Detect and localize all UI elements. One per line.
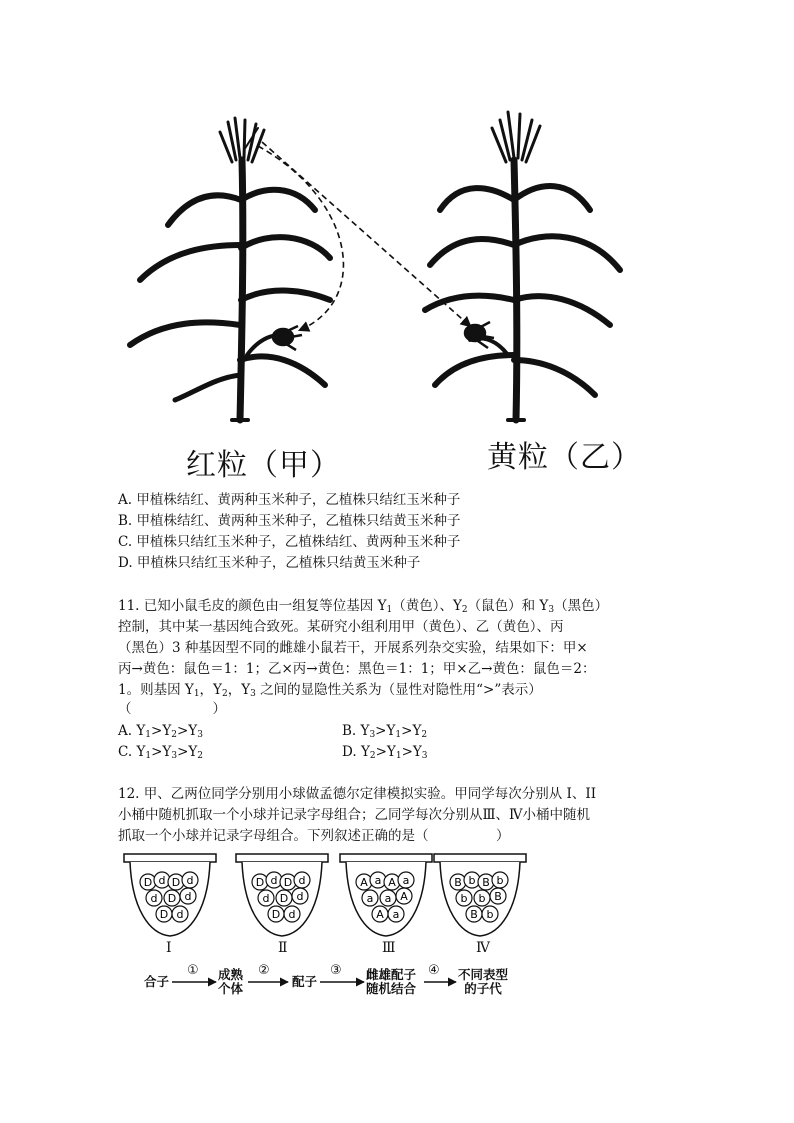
q11-option-c: C. $Y_1>Y_3>Y_2$	[118, 744, 204, 761]
ball-letter: b	[468, 874, 476, 887]
ball-letter: d	[158, 874, 166, 887]
q11-line-1: 11. 已知小鼠毛皮的颜色由一组复等位基因 $Y_1$（黄色）、$Y_2$（鼠色）和 $Y_3$（黑色）	[118, 598, 609, 615]
q11-line-2: 控制，其中某一基因纯合致死。某研究小组利用甲（黄色）、乙（黄色）、丙	[118, 619, 564, 635]
q10-option-c: C. 甲植株只结红玉米种子，乙植株结红、黄两种玉米种子	[118, 534, 461, 550]
q11-line-5: 1。则基因 $Y_1$，$Y_2$，$Y_3$ 之间的显隐性关系为（显性对隐性用“>”表示）	[118, 682, 542, 699]
q12-line-2: 小桶中随机抓取一个小球并记录字母组合；乙同学每次分别从Ⅲ、Ⅳ小桶中随机	[118, 807, 591, 823]
ball-letter: D	[159, 908, 169, 921]
ball-letter: D	[171, 876, 181, 889]
q10-option-b: B. 甲植株结红、黄两种玉米种子，乙植株只结黄玉米种子	[118, 513, 461, 529]
ball-letter: d	[176, 908, 184, 921]
ball-letter: b	[460, 892, 468, 905]
ball-letter: d	[184, 890, 192, 903]
ball-letter: a	[384, 892, 392, 905]
ball-letter: D	[279, 892, 289, 905]
q11-option-d: D. $Y_2>Y_1>Y_3$	[342, 744, 428, 761]
ball-letter: a	[402, 874, 410, 887]
ball-letter: B	[454, 876, 462, 889]
ball-letter: D	[271, 908, 281, 921]
bucket-1	[124, 854, 216, 936]
ball-letter: D	[255, 876, 265, 889]
bucket-2	[236, 854, 328, 936]
corn-plants-figure	[0, 0, 794, 480]
ball-letter: a	[374, 874, 382, 887]
bucket-label-4: Ⅳ	[476, 940, 490, 956]
ball-letter: D	[283, 876, 293, 889]
left-corn-plant	[130, 118, 330, 420]
ball-letter: d	[298, 874, 306, 887]
q11-option-b: B. $Y_3>Y_1>Y_2$	[342, 723, 428, 740]
flow-mature-line2: 个体	[218, 981, 244, 996]
ball-letter: a	[392, 908, 400, 921]
ball-letter: D	[167, 892, 177, 905]
q11-line-3: （黑色）3 种基因型不同的雌雄小鼠若干，开展系列杂交实验，结果如下：甲×	[118, 640, 588, 656]
q11-line-4: 丙→黄色：鼠色＝1：1；乙×丙→黄色：黑色＝1：1；甲×乙→黄色：鼠色＝2：	[118, 661, 596, 677]
ball-letter: B	[482, 876, 490, 889]
ball-letter: d	[186, 874, 194, 887]
ball-letter: b	[486, 908, 494, 921]
ball-letter: a	[366, 892, 374, 905]
ball-letter: A	[360, 876, 368, 889]
flow-mature-individual	[218, 968, 243, 996]
flow-random-fusion	[366, 968, 416, 996]
ball-letter: B	[494, 890, 502, 903]
ball-letter: d	[150, 892, 158, 905]
ball-letter: D	[143, 876, 153, 889]
ball-letter: A	[376, 908, 384, 921]
q11-line-6: （ ）	[118, 701, 226, 717]
pollination-arrow-cross	[262, 142, 470, 326]
flow-step-2: ②	[258, 963, 270, 978]
ball-letter: d	[262, 892, 270, 905]
ball-letter: A	[400, 890, 408, 903]
flow-offspring-line2: 的子代	[464, 981, 502, 996]
flow-offspring	[458, 968, 508, 996]
q10-option-a: A. 甲植株结红、黄两种玉米种子，乙植株只结红玉米种子	[118, 492, 461, 508]
label-red-grain: 红粒（甲）	[186, 448, 341, 483]
bucket-3	[340, 854, 432, 936]
flow-fusion-line1: 雌雄配子	[366, 967, 417, 982]
q12-line-3: 抓取一个小球并记录字母组合。下列叙述正确的是（ ）	[118, 828, 510, 844]
ball-letter: d	[270, 874, 278, 887]
ball-letter: d	[288, 908, 296, 921]
flow-step-1: ①	[187, 963, 199, 978]
right-corn-plant	[425, 112, 620, 420]
bucket-label-2: Ⅱ	[278, 940, 288, 956]
buckets-figure	[0, 850, 794, 950]
q10-option-d: D. 甲植株只结红玉米种子，乙植株只结黄玉米种子	[118, 555, 421, 571]
right-ear-silk	[465, 322, 494, 348]
flow-step-3: ③	[330, 963, 342, 978]
ball-letter: d	[296, 890, 304, 903]
ball-letter: b	[496, 874, 504, 887]
flow-offspring-line1: 不同表型	[458, 967, 509, 982]
flow-gamete: 配子	[292, 974, 318, 989]
label-yellow-grain: 黄粒（乙）	[487, 440, 642, 475]
ball-letter: b	[478, 892, 486, 905]
flow-fusion-line2: 随机结合	[366, 981, 417, 996]
flow-mature-line1: 成熟	[218, 967, 244, 982]
ball-letter: B	[470, 908, 478, 921]
bucket-label-1: Ⅰ	[166, 940, 172, 956]
q12-line-1: 12. 甲、乙两位同学分别用小球做孟德尔定律模拟实验。甲同学每次分别从 I、II	[118, 786, 597, 802]
bucket-4	[434, 854, 526, 936]
q11-option-a: A. $Y_1>Y_2>Y_3$	[118, 723, 203, 740]
ball-letter: A	[388, 876, 396, 889]
flow-zygote: 合子	[144, 974, 170, 989]
bucket-label-3: Ⅲ	[382, 940, 396, 956]
left-ear-silk	[273, 326, 302, 350]
flow-step-4: ④	[428, 963, 440, 978]
